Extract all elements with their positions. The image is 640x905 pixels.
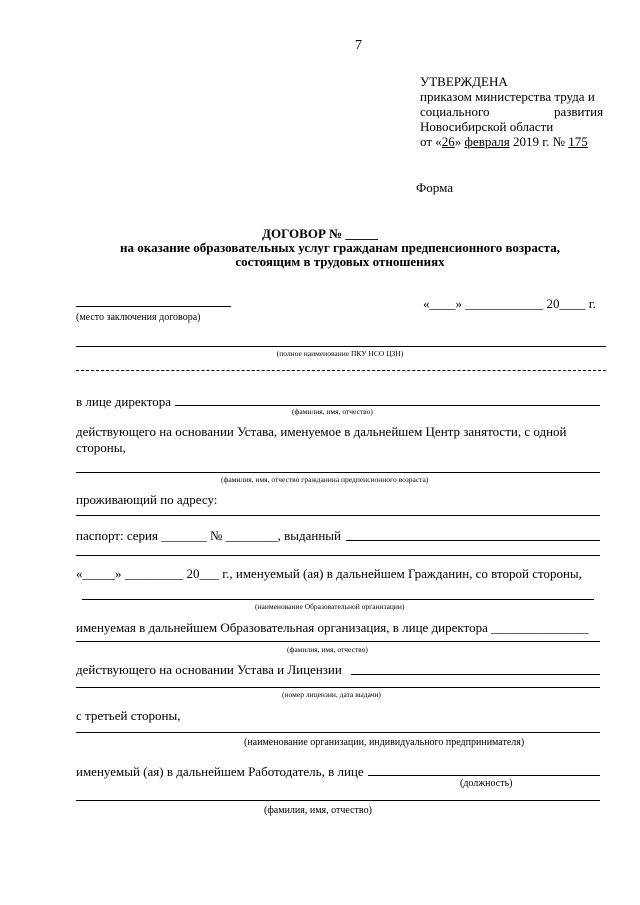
pku-field-line[interactable] bbox=[76, 346, 606, 347]
license-caption: (номер лицензии, дата выдачи) bbox=[282, 690, 381, 699]
org-field-line[interactable] bbox=[82, 599, 594, 600]
contract-title: ДОГОВОР № _____ bbox=[262, 226, 378, 241]
employer-org-line[interactable] bbox=[76, 732, 600, 733]
license-field-line-2[interactable] bbox=[76, 687, 600, 688]
approval-line1: приказом министерства труда и bbox=[420, 89, 595, 104]
employer-org-caption: (наименование организации, индивидуального предпринимателя) bbox=[244, 737, 525, 748]
approval-day: 26 bbox=[441, 134, 455, 149]
org-director-caption: (фамилия, имя, отчество) bbox=[287, 645, 368, 654]
approval-month: февраля bbox=[464, 134, 510, 149]
approval-line3: Новосибирской области bbox=[420, 119, 554, 134]
employer-name-caption: (фамилия, имя, отчество) bbox=[264, 805, 372, 816]
employer-name-line[interactable] bbox=[76, 800, 600, 801]
basis-text-2: стороны, bbox=[76, 440, 126, 455]
approval-date-mid2: 2019 г. № bbox=[509, 134, 569, 149]
passport-issued-line[interactable] bbox=[346, 540, 600, 541]
address-label: проживающий по адресу: bbox=[76, 492, 218, 507]
pku-caption: (полное наименование ПКУ НСО ЦЗН) bbox=[276, 349, 404, 358]
basis-text-1: действующего на основании Устава, именуемое в дальнейшем Центр занятости, с одной bbox=[76, 424, 567, 439]
contract-subtitle-1: на оказание образовательных услуг гражданам предпенсионного возраста, bbox=[120, 240, 560, 255]
issued-text: «_____» _________ 20___ г., именуемый (ая) в дальнейшем Гражданин, со второй стороны, bbox=[76, 566, 582, 581]
third-party-text: с третьей стороны, bbox=[76, 708, 181, 723]
director-field-line[interactable] bbox=[175, 405, 600, 406]
org-director-line[interactable] bbox=[76, 641, 600, 642]
approval-date-mid1: » bbox=[454, 134, 465, 149]
contract-subtitle-2: состоящим в трудовых отношениях bbox=[235, 254, 445, 269]
approval-line2-left: социального bbox=[420, 104, 490, 119]
approval-date bbox=[420, 134, 588, 149]
employer-label: именуемый (ая) в дальнейшем Работодатель, в лице bbox=[76, 764, 364, 779]
approval-date-prefix: от « bbox=[420, 134, 442, 149]
employer-position-line[interactable] bbox=[368, 775, 600, 776]
form-label: Форма bbox=[416, 180, 453, 195]
place-field-line[interactable] bbox=[76, 306, 231, 307]
director-label: в лице директора bbox=[76, 394, 172, 409]
approval-line2-right: развития bbox=[554, 104, 604, 119]
approval-order-no: 175 bbox=[568, 134, 588, 149]
citizen-caption: (фамилия, имя, отчество гражданина предпенсионного возраста) bbox=[221, 475, 429, 484]
license-label: действующего на основании Устава и Лицензии bbox=[76, 662, 342, 677]
place-caption: (место заключения договора) bbox=[76, 312, 201, 323]
page-number: 7 bbox=[355, 38, 362, 53]
passport-issued-line-2[interactable] bbox=[76, 555, 600, 556]
license-field-line[interactable] bbox=[351, 674, 600, 675]
position-caption: (должность) bbox=[460, 778, 513, 789]
pku-field-line-2[interactable] bbox=[76, 370, 606, 371]
citizen-field-line[interactable] bbox=[76, 472, 600, 473]
org-caption: (наименование Образовательной организации) bbox=[255, 602, 405, 611]
address-field-line[interactable] bbox=[76, 515, 600, 516]
passport-text: паспорт: серия _______ № ________, выданный bbox=[76, 528, 341, 543]
director-caption: (фамилия, имя, отчество) bbox=[292, 407, 373, 416]
approval-title: УТВЕРЖДЕНА bbox=[420, 74, 508, 89]
contract-date-fill: «____» ____________ 20____ г. bbox=[423, 296, 596, 311]
org-text: именуемая в дальнейшем Образовательная организация, в лице директора _______________ bbox=[76, 620, 589, 635]
